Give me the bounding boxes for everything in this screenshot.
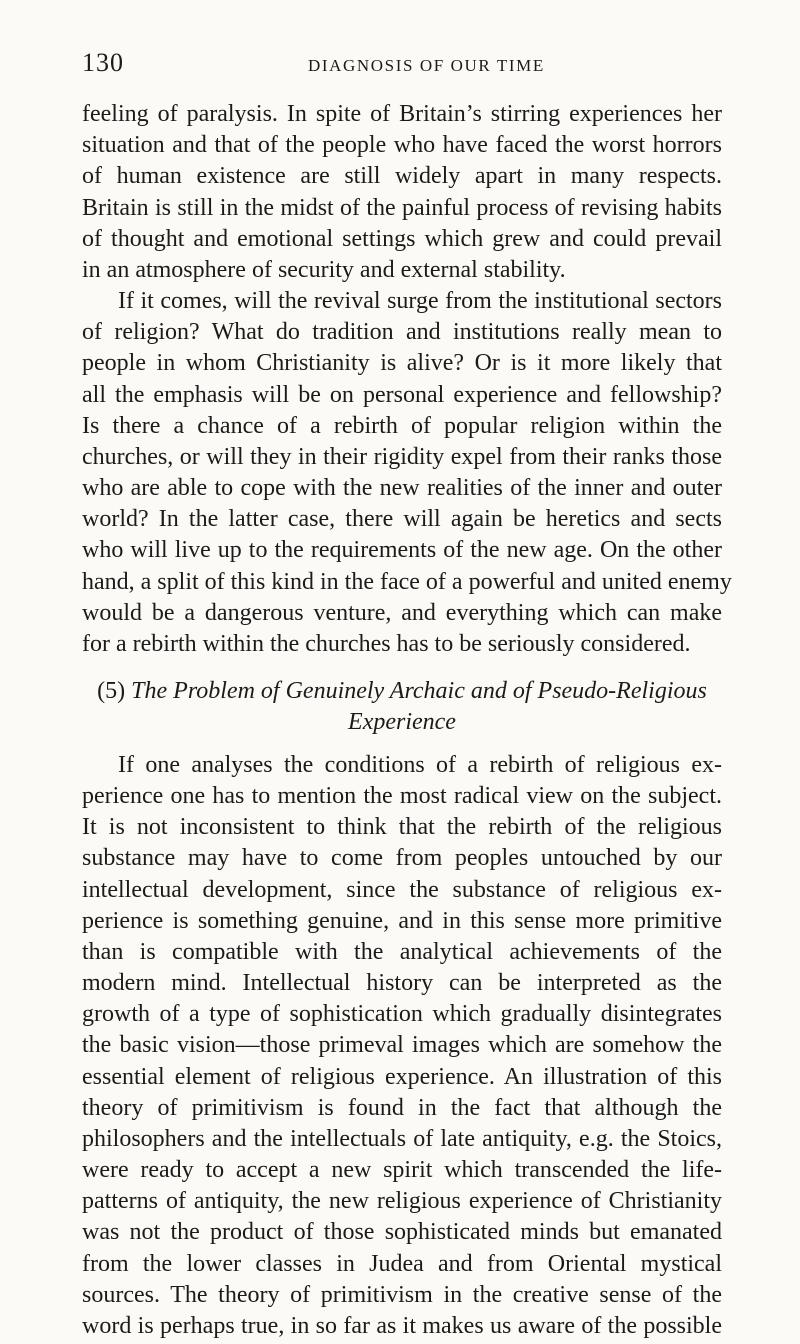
para2-line: churches, or will they in their rigidity expel from their ranks those (82, 443, 722, 470)
section-title-line1: The Problem of Genuinely Archaic and of Pseudo-Religious (131, 677, 707, 704)
para3-line: sources. The theory of primitivism in the creative sense of the (82, 1281, 722, 1308)
para3-line: perience one has to mention the most radical view on the subject. (82, 782, 722, 809)
para3-line: philosophers and the intellectuals of late antiquity, e.g. the Stoics, (82, 1125, 722, 1152)
para2-line: all the emphasis will be on personal experience and fellowship? (82, 381, 722, 408)
para2-line: people in whom Christianity is alive? Or is it more likely that (82, 350, 722, 377)
para1-line: feeling of paralysis. In spite of Britain’s stirring experiences her (82, 101, 722, 127)
para3-line: theory of primitivism is found in the fact that although the (82, 1094, 722, 1121)
section-heading (82, 675, 722, 707)
section-number: (5) (97, 677, 126, 704)
para2-line: world? In the latter case, there will again be heretics and sects (82, 506, 722, 533)
para2-line: Is there a chance of a rebirth of popular religion within the (82, 412, 722, 439)
para3-line: essential element of religious experience. An illustration of this (82, 1063, 722, 1090)
para3-line: were ready to accept a new spirit which transcended the life- (82, 1157, 722, 1184)
para2-line: hand, a split of this kind in the face of a powerful and united enemy (82, 568, 732, 595)
para3-line: substance may have to come from peoples untouched by our (82, 845, 722, 872)
page-number: 130 (82, 48, 124, 77)
running-head: DIAGNOSIS OF OUR TIME (308, 56, 545, 75)
para3-line: growth of a type of sophistication which gradually disintegrates (82, 1001, 722, 1028)
para2-line: of religion? What do tradition and institutions really mean to (82, 319, 722, 346)
para3-line: from the lower classes in Judea and from Oriental mystical (82, 1250, 722, 1277)
para3-line: patterns of antiquity, the new religious experience of Christianity (82, 1188, 722, 1215)
page-header (82, 48, 722, 88)
para2-line: for a rebirth within the churches has to be seriously considered. (82, 631, 691, 657)
para1-line: of human existence are still widely apart in many respects. (82, 163, 722, 190)
para3-line: modern mind. Intellectual history can be interpreted as the (82, 970, 722, 997)
para1-line: in an atmosphere of security and external stability. (82, 256, 566, 283)
para3-line: If one analyses the conditions of a rebirth of religious ex- (118, 751, 722, 778)
para1-line: of thought and emotional settings which grew and could prevail (82, 225, 722, 252)
section-title-line2: Experience (348, 708, 456, 735)
section-heading-continued (82, 706, 722, 738)
para1-line: Britain is still in the midst of the painful process of revising habits (82, 194, 722, 221)
para3-line: It is not inconsistent to think that the rebirth of the religious (82, 814, 722, 841)
para3-line: was not the product of those sophisticated minds but emanated (82, 1219, 722, 1246)
para2-line: would be a dangerous venture, and everything which can make (82, 599, 722, 626)
para2-line: who are able to cope with the new realities of the inner and outer (82, 475, 722, 502)
para3-line: the basic vision—those primeval images which are somehow the (82, 1032, 722, 1059)
para3-line: intellectual development, since the substance of religious ex- (82, 876, 722, 903)
para3-line: than is compatible with the analytical achievements of the (82, 938, 722, 965)
para3-line: word is perhaps true, in so far as it makes us aware of the possible (82, 1313, 722, 1339)
para3-line: perience is something genuine, and in this sense more primitive (82, 907, 722, 934)
para2-line: who will live up to the requirements of the new age. On the other (82, 537, 722, 564)
para2-line: If it comes, will the revival surge from the institutional sectors (118, 288, 722, 315)
para1-line: situation and that of the people who have faced the worst horrors (82, 132, 722, 159)
